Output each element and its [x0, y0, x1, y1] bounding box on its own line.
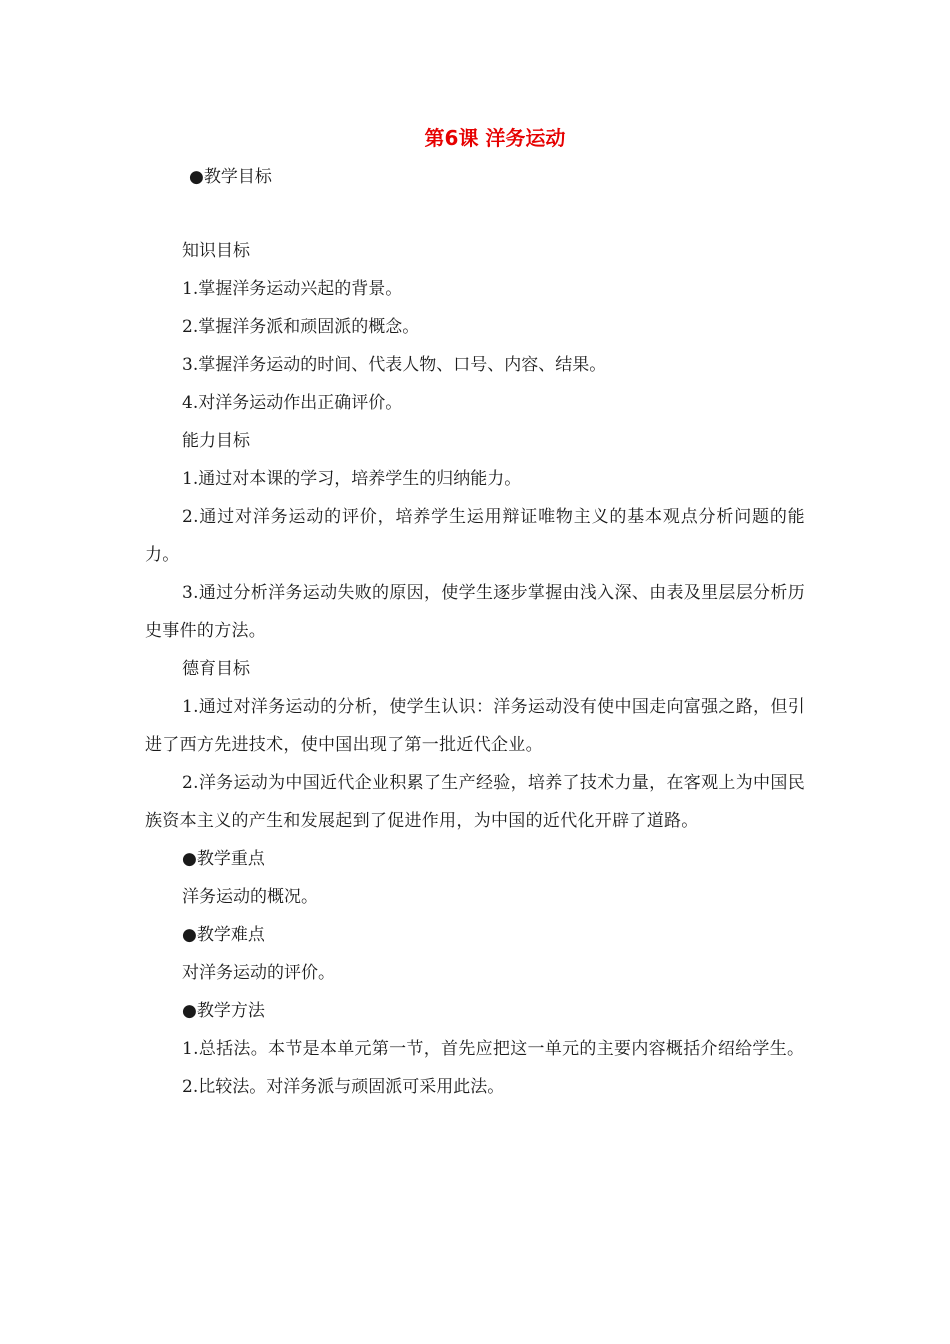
moral-heading: 德育目标 [182, 659, 250, 679]
knowledge-heading: 知识目标 [182, 241, 250, 261]
moral-item-2: 2.洋务运动为中国近代企业积累了生产经验，培养了技术力量，在客观上为中国民族资本主义的产生和发展起到了促进作用，为中国的近代化开辟了道路。 [145, 773, 805, 831]
difficulty-text: 对洋务运动的评价。 [182, 963, 335, 983]
key-point-text: 洋务运动的概况。 [182, 887, 318, 907]
document-body [145, 158, 805, 1106]
method-heading: ●教学方法 [182, 1001, 265, 1021]
difficulty-heading: ●教学难点 [182, 925, 265, 945]
knowledge-item-3: 3.掌握洋务运动的时间、代表人物、口号、内容、结果。 [182, 355, 607, 375]
method-item-2: 2.比较法。对洋务派与顽固派可采用此法。 [182, 1077, 505, 1097]
key-point-heading: ●教学重点 [182, 849, 265, 869]
knowledge-item-2: 2.掌握洋务派和顽固派的概念。 [182, 317, 420, 337]
knowledge-item-4: 4.对洋务运动作出正确评价。 [182, 393, 403, 413]
knowledge-item-1: 1.掌握洋务运动兴起的背景。 [182, 279, 403, 299]
ability-item-2: 2.通过对洋务运动的评价，培养学生运用辩证唯物主义的基本观点分析问题的能力。 [145, 507, 805, 565]
ability-heading: 能力目标 [182, 431, 250, 451]
ability-item-1: 1.通过对本课的学习，培养学生的归纳能力。 [182, 469, 522, 489]
spacer [145, 196, 805, 232]
page-title: 第6课 洋务运动 [424, 126, 566, 150]
method-item-1: 1.总括法。本节是本单元第一节，首先应把这一单元的主要内容概括介绍给学生。 [182, 1039, 805, 1059]
moral-item-1: 1.通过对洋务运动的分析，使学生认识：洋务运动没有使中国走向富强之路，但引进了西方先进技术，使中国出现了第一批近代企业。 [145, 697, 805, 755]
objectives-heading: ●教学目标 [189, 167, 272, 187]
ability-item-3: 3.通过分析洋务运动失败的原因，使学生逐步掌握由浅入深、由表及里层层分析历史事件的方法。 [145, 583, 805, 641]
